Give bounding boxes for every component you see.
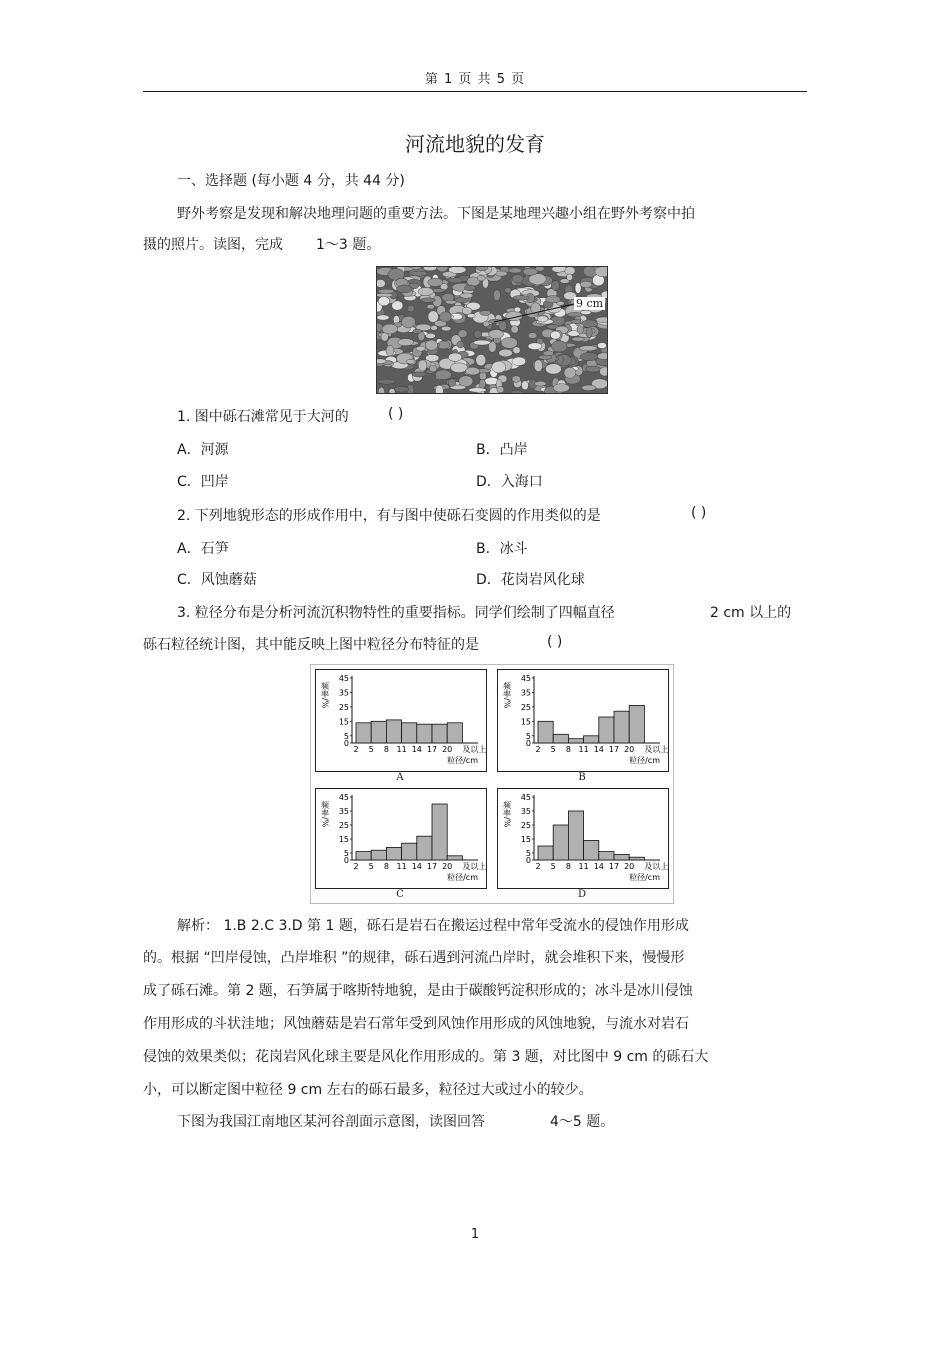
question-2-stem: 2. 下列地貌形态的形成作用中，有与图中使砾石变圆的作用类似的是 [177,508,601,524]
x-tick-label: 5 [368,745,374,754]
x-tick-label: 及以上 [462,862,486,871]
pebble [582,385,596,391]
bar-17-20 [614,711,629,743]
bar-2-5 [538,846,553,860]
analysis-line-4: 作用形成的斗状洼地；风蚀蘑菇是岩石常年受到风蚀作用形成的风蚀地貌，与流水对岩石 [143,1016,689,1032]
pebble [377,279,385,287]
pebble [418,288,433,296]
bar-2-5 [538,721,553,743]
pebble [378,379,396,384]
pebble [418,360,427,371]
y-axis-label: 频率/% [320,801,330,828]
question-1-stem: 1. 图中砾石滩常见于大河的 [177,409,349,425]
pebble [464,285,475,291]
q2-option-a: A．石笋 [177,541,229,557]
section-heading: 一、选择题 (每小题 4 分，共 44 分) [177,173,405,189]
y-tick-label: 0 [343,739,349,748]
bar-20及以上 [447,723,462,743]
pebble [413,329,422,333]
x-tick-label: 20 [442,862,453,871]
pebble [511,390,523,393]
y-tick-label: 35 [520,688,531,698]
y-tick-label: 45 [520,674,531,683]
bar-5-8 [371,850,386,860]
pebble [412,372,426,377]
pebble [513,347,520,354]
bar-14-17 [599,717,614,743]
question-3-answer-blank: ( ) [547,634,563,650]
chart-d-caption: D [577,889,587,900]
q1-option-d: D．入海口 [476,474,543,490]
y-tick-label: 35 [338,688,349,698]
pebble [377,315,389,320]
pebble [567,274,573,281]
bar-2-5 [356,723,371,743]
pebble [580,281,592,287]
pebble [407,305,414,312]
header-divider [143,91,807,92]
bar-11-14 [402,843,417,860]
pebble [428,278,443,286]
pebble [523,268,538,275]
y-tick-label: 15 [520,835,531,844]
pebble [551,281,559,291]
pebble [497,386,504,393]
y-tick-label: 25 [520,702,531,712]
bar-17-20 [432,724,447,743]
x-tick-label: 8 [383,862,389,871]
y-tick-label: 25 [520,821,531,830]
y-tick-label: 0 [525,856,531,865]
pebble [509,268,522,273]
pebble [596,317,607,323]
x-tick-label: 2 [535,862,541,871]
pebble [492,361,506,373]
pebble [489,330,504,339]
pebble [512,376,521,383]
pebble [467,314,475,318]
q1-option-a: A．河源 [177,442,229,458]
page-header: 第 1 页 共 5 页 [424,72,526,87]
bar-17-20 [432,804,447,860]
x-tick-label: 8 [565,745,571,754]
pebble [378,297,389,306]
y-axis-label: 频率/% [502,682,512,709]
pebble [386,346,394,357]
bar-20及以上 [629,705,644,743]
question-1-answer-blank: ( ) [388,406,404,422]
x-tick-label: 及以上 [644,745,668,754]
pebble [474,330,482,338]
x-tick-label: 2 [353,745,359,754]
y-axis-label: 频率/% [502,801,512,828]
intro-range: 1～3 题。 [316,237,381,253]
pebble [465,367,479,375]
pebble [577,326,584,334]
pebble [550,331,560,339]
pebble [511,326,518,334]
pebble [499,349,513,357]
pebble [423,267,437,271]
pebble [579,346,597,351]
bar-11-14 [584,840,599,860]
x-tick-label: 20 [442,745,453,754]
pebble [476,354,486,365]
analysis-line-2: 的。根据 “凹岸侵蚀，凸岸堆积 ”的规律，砾石遇到河流凸岸时，就会堆积下来，慢慢形 [143,950,685,966]
bar-11-14 [584,736,599,743]
chart-b-caption: B [578,772,586,783]
pebble [382,324,398,334]
q1-option-b: B．凸岸 [476,442,528,458]
y-tick-label: 5 [525,849,531,858]
pebble [440,312,452,322]
pebble [534,360,542,372]
y-axis-label: 频率/% [320,682,330,709]
chart-d [497,788,669,889]
pebble [416,346,425,351]
intro-line-2: 摄的照片。读图，完成 [143,237,283,253]
x-tick-label: 14 [411,862,422,871]
pebble [469,388,487,392]
q1-option-c: C．凹岸 [177,474,229,490]
bar-2-5 [356,852,371,860]
x-tick-label: 17 [608,862,620,871]
analysis-line-3: 成了砾石滩。第 2 题，石笋属于喀斯特地貌，是由于碳酸钙淀积形成的；冰斗是冰川侵蚀 [143,983,693,999]
x-tick-label: 11 [578,745,589,754]
pebble [377,359,386,364]
q2-option-b: B．冰斗 [476,541,528,557]
pebble [449,267,467,274]
x-tick-label: 5 [550,745,556,754]
bar-8-11 [568,811,583,860]
x-tick-label: 14 [411,745,422,754]
pebble [429,365,437,372]
x-tick-label: 11 [396,862,407,871]
x-tick-label: 8 [383,745,389,754]
pebble [428,311,438,323]
pebble [398,339,414,346]
pebble [483,321,489,327]
x-tick-label: 20 [624,745,635,754]
x-tick-label: 5 [368,862,374,871]
bar-5-8 [553,734,568,743]
x-tick-label: 14 [593,745,604,754]
analysis-line-1: 解析： 1.B 2.C 3.D 第 1 题，砾石是岩石在搬运过程中常年受流水的侵蚀作用形成 [177,918,689,934]
q2-option-d: D．花岗岩风化球 [476,572,585,588]
pebble [512,357,526,366]
x-tick-label: 8 [565,862,571,871]
y-tick-label: 25 [338,821,349,830]
x-axis-label: 粒径/cm [447,756,478,765]
analysis-line-6: 小，可以断定图中粒径 9 cm 左右的砾石最多，粒径过大或过小的较少。 [143,1082,593,1098]
chart-b [497,669,669,772]
page-number: 1 [470,1227,480,1242]
pebble [528,333,537,339]
chart-b-plot [498,670,668,771]
x-tick-label: 2 [353,862,359,871]
pebble [425,340,437,350]
pebble [585,366,600,372]
pebble [477,275,485,281]
pebble [458,330,467,338]
y-tick-label: 15 [338,717,349,727]
x-axis-label: 粒径/cm [447,873,478,882]
bar-5-8 [553,825,568,860]
chart-c [315,788,487,889]
pebble [441,326,451,331]
y-tick-label: 35 [338,807,349,816]
pebble [457,341,464,348]
x-tick-label: 及以上 [644,862,668,871]
pebble [528,343,542,350]
x-tick-label: 17 [426,745,438,754]
chart-d-plot [498,789,668,888]
pebble [598,343,607,349]
pebble [581,320,597,328]
chart-a-plot [316,670,486,771]
pebble [479,379,486,388]
bar-20及以上 [447,856,462,860]
bar-8-11 [386,847,401,860]
bar-8-11 [568,739,583,743]
x-tick-label: 2 [535,745,541,754]
bar-11-14 [402,723,417,743]
pebble [512,274,523,283]
y-tick-label: 5 [343,849,349,858]
pebble [427,305,435,309]
x-tick-label: 17 [426,862,438,871]
y-tick-label: 5 [343,731,349,741]
x-tick-label: 及以上 [462,745,486,754]
y-tick-label: 0 [525,739,531,748]
pebble [479,372,486,380]
x-axis-label: 粒径/cm [629,873,660,882]
bar-8-11 [386,720,401,743]
pebble [501,337,517,348]
x-tick-label: 5 [550,862,556,871]
pebble [431,325,438,330]
pebble [473,340,490,345]
pebble [534,381,546,386]
chart-c-plot [316,789,486,888]
pebble [411,271,428,276]
question-3-line-1-tail: 2 cm 以上的 [710,605,792,621]
scale-label: 9 cm [576,297,604,310]
x-tick-label: 11 [578,862,589,871]
pebble [460,293,473,298]
x-tick-label: 14 [593,862,604,871]
question-3-line-2: 砾石粒径统计图，其中能反映上图中粒径分布特征的是 [143,637,479,653]
pebble [435,370,451,380]
question-2-answer-blank: ( ) [691,505,707,521]
pebble [402,316,416,328]
x-axis-label: 粒径/cm [629,756,660,765]
y-tick-label: 25 [338,702,349,712]
pebble [580,352,598,360]
y-tick-label: 5 [525,731,531,741]
bar-14-17 [417,724,432,743]
gravel-beach-photo [376,266,608,394]
y-tick-label: 35 [520,807,531,816]
pebble [445,300,456,304]
bar-14-17 [599,852,614,860]
next-question-intro: 下图为我国江南地区某河谷剖面示意图，读图回答 [177,1114,485,1130]
scale-pointer-line [490,300,578,326]
y-tick-label: 45 [338,674,349,683]
y-tick-label: 45 [338,793,349,802]
next-question-range: 4～5 题。 [550,1114,615,1130]
bar-17-20 [614,854,629,860]
pebble [451,363,468,373]
pebble [586,327,592,337]
grain-size-charts [310,664,674,904]
y-tick-label: 0 [343,856,349,865]
pebble [551,341,567,352]
pebble [545,364,561,374]
bar-14-17 [417,836,432,860]
bar-20及以上 [629,857,644,860]
chart-a [315,669,487,772]
pebble [448,353,462,361]
x-tick-label: 11 [396,745,407,754]
pebble [407,359,415,364]
pebble [572,337,585,341]
chart-c-caption: C [396,889,404,900]
gravel-texture [377,267,607,393]
bar-5-8 [371,721,386,743]
pebble [538,355,551,359]
y-tick-label: 15 [338,835,349,844]
analysis-line-5: 侵蚀的效果类似；花岗岩风化球主要是风化作用形成的。第 3 题，对比图中 9 cm 的砾石大 [143,1049,709,1065]
pebble [397,285,413,293]
pebble [394,387,409,393]
question-3-line-1: 3. 粒径分布是分析河流沉积物特性的重要指标。同学们绘制了四幅直径 [177,605,615,621]
y-tick-label: 15 [520,717,531,727]
pebble [565,267,575,275]
pebble [421,298,436,303]
pebble [448,379,456,387]
q2-option-c: C．风蚀蘑菇 [177,572,257,588]
pebble [378,289,394,293]
document-title: 河流地貌的发育 [405,132,545,156]
chart-a-caption: A [396,772,404,783]
intro-line-1: 野外考察是发现和解决地理问题的重要方法。下图是某地理兴趣小组在野外考察中拍 [177,206,695,222]
pebble [553,384,569,392]
x-tick-label: 20 [624,862,635,871]
x-tick-label: 17 [608,745,620,754]
pebble [522,381,529,390]
y-tick-label: 45 [520,793,531,802]
pebble [564,367,576,378]
